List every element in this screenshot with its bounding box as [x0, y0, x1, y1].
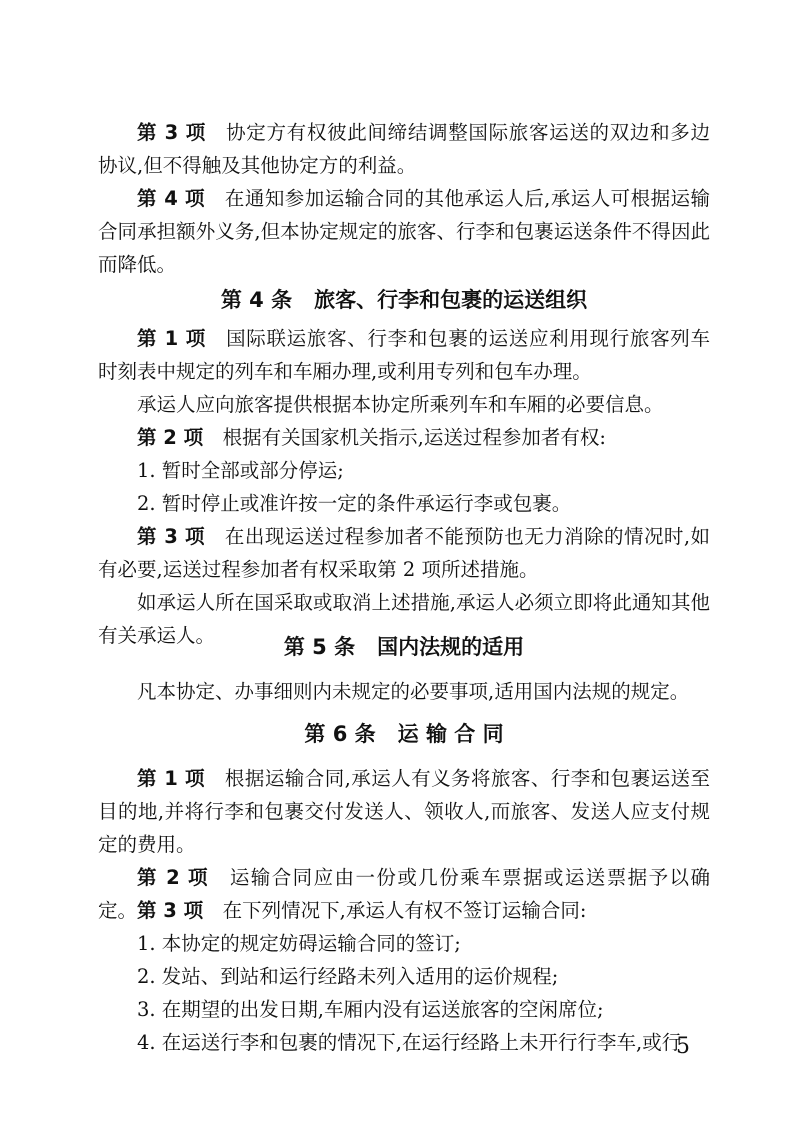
- paragraph-text: 根据运输合同,承运人有义务将旅客、行李和包裹运送至目的地,并将行李和包裹交付发送人、领收人,而旅客、发送人应支付规定的费用。: [98, 767, 710, 856]
- item-heading: 第 2 项: [137, 426, 204, 449]
- list-item: 4. 在运送行李和包裹的情况下,在运行经路上未开行行李车,或行: [137, 1031, 682, 1054]
- paragraph-article4-item3: [98, 520, 710, 586]
- item-heading: 第 1 项: [137, 327, 206, 350]
- paragraph-text: 国际联运旅客、行李和包裹的运送应利用现行旅客列车时刻表中规定的列车和车厢办理,或利用专列和包车办理。: [98, 327, 710, 383]
- paragraph-text: 如承运人所在国采取或取消上述措施,承运人必须立即将此通知其他有关承运人。: [98, 591, 710, 647]
- article-6-heading: [98, 719, 710, 749]
- item-heading: 第 2 项: [137, 866, 209, 889]
- list-item: 2. 暂时停止或准许按一定的条件承运行李或包裹。: [137, 492, 572, 515]
- paragraph-text: 运输合同应由一份或几份乘车票据或运送票据予以确定。: [98, 866, 710, 922]
- paragraph-text: 凡本协定、办事细则内未规定的必要事项,适用国内法规的规定。: [137, 680, 690, 703]
- list-item: 3. 在期望的出发日期,车厢内没有运送旅客的空闲席位;: [137, 998, 604, 1021]
- list-item: 2. 发站、到站和运行经路未列入适用的运价规程;: [137, 965, 559, 988]
- paragraph-article3-item4: [98, 182, 710, 281]
- paragraph-text: 协定方有权彼此间缔结调整国际旅客运送的双边和多边协议,但不得触及其他协定方的利益。: [98, 121, 710, 177]
- article-number: 第 4 条: [220, 288, 293, 312]
- item-heading: 第 4 项: [137, 187, 205, 210]
- paragraph-article6-item1: [98, 762, 710, 861]
- article-5-heading: [98, 632, 710, 662]
- paragraph-article3-item3: [98, 116, 710, 182]
- item-heading: 第 3 项: [137, 121, 206, 144]
- paragraph-text: 根据有关国家机关指示,运送过程参加者有权:: [222, 426, 606, 449]
- paragraph-text: 在通知参加运输合同的其他承运人后,承运人可根据运输合同承担额外义务,但本协定规定的旅客、行李和包裹运送条件不得因此而降低。: [98, 187, 710, 276]
- article-4-heading: [98, 285, 710, 315]
- paragraph-text: 在下列情况下,承运人有权不签订运输合同:: [222, 899, 587, 922]
- article-number: 第 6 条: [304, 722, 376, 746]
- paragraph-article4-item2: [98, 421, 710, 454]
- paragraph-text: 在出现运送过程参加者不能预防也无力消除的情况时,如有必要,运送过程参加者有权采取第 2 项所述措施。: [98, 525, 710, 581]
- item-heading: 第 3 项: [137, 899, 204, 922]
- paragraph-article6-item3: [98, 894, 710, 927]
- article-title: 运 输 合 同: [397, 722, 504, 746]
- paragraph-text: 承运人应向旅客提供根据本协定所乘列车和车厢的必要信息。: [137, 393, 664, 416]
- page-number: 5: [676, 1034, 690, 1059]
- article-number: 第 5 条: [283, 635, 356, 659]
- article-title: 旅客、行李和包裹的运送组织: [314, 288, 588, 312]
- item-heading: 第 1 项: [137, 767, 205, 790]
- list-item: 1. 本协定的规定妨碍运输合同的签订;: [137, 932, 461, 955]
- paragraph-article4-item1: [98, 322, 710, 388]
- list-item: 1. 暂时全部或部分停运;: [137, 459, 344, 482]
- item-heading: 第 3 项: [137, 525, 205, 548]
- article-title: 国内法规的适用: [377, 635, 525, 659]
